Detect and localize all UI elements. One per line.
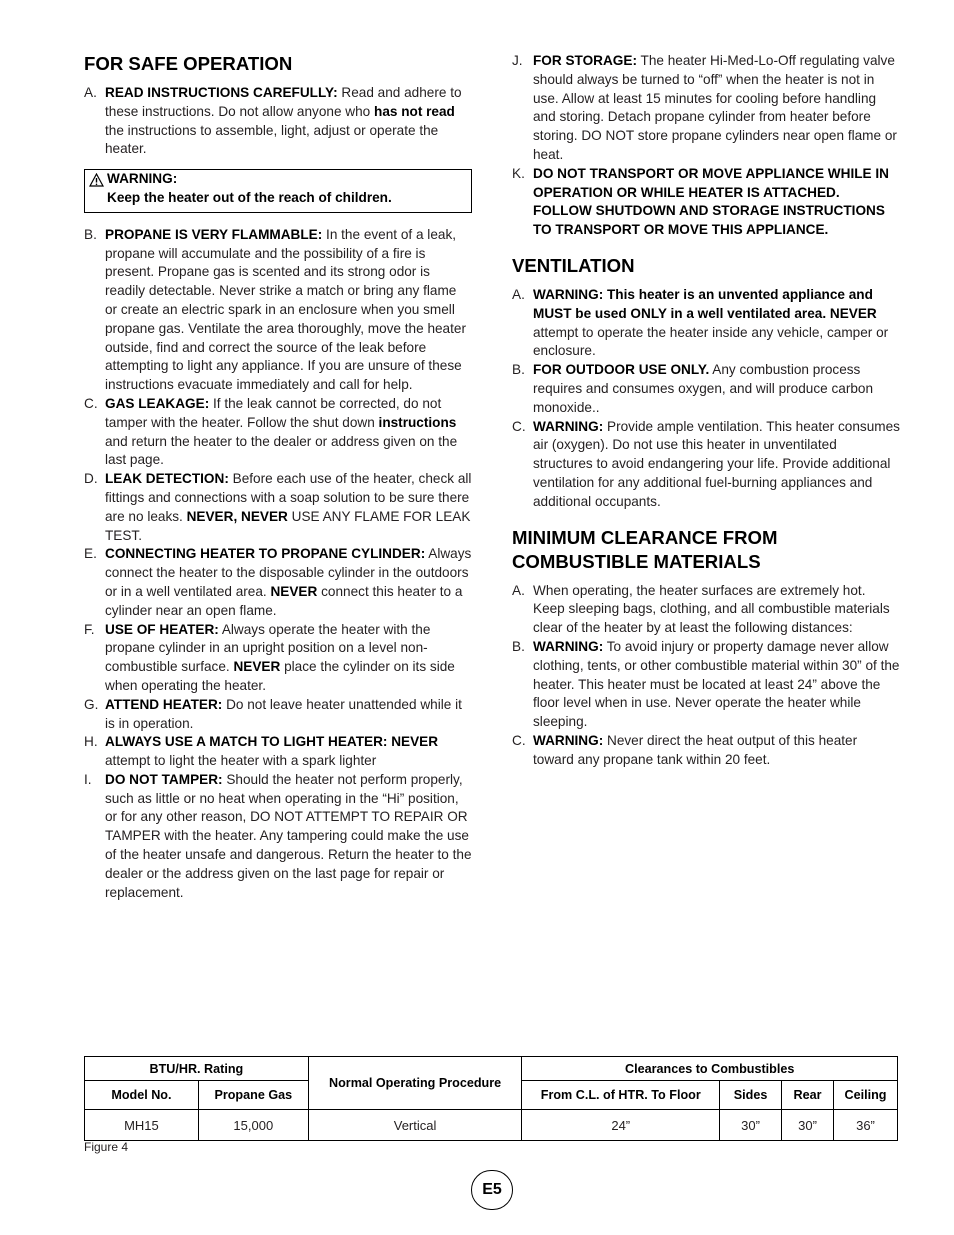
item-letter: F. [84, 621, 95, 637]
item-heading: USE OF HEATER: [105, 621, 219, 637]
item-heading: WARNING: [533, 638, 604, 654]
item-heading: CONNECTING HEATER TO PROPANE CYLINDER: [105, 546, 426, 562]
item-emphasis: NEVER [829, 305, 877, 321]
item-text [533, 361, 900, 417]
list-item [512, 732, 900, 770]
item-heading: LEAK DETECTION: [105, 471, 229, 487]
item-emphasis: NEVER [233, 659, 281, 675]
item-emphasis: has not read [374, 103, 455, 119]
item-body: Should the heater not perform properly, such as little or no heat when operating in the “Hi” position, or for any other reason, DO NOT ATTEMPT TO REPAIR OR TAMPER with the heater. Any tampering could make the use of the heater unsafe and dangerous. Return the heater to the dealer or the address given on the last page for repair or replacement. [105, 771, 472, 900]
list-item [84, 733, 472, 771]
item-body-cont: connect this heater to a cylinder near an open flame. [105, 583, 463, 618]
item-letter: D. [84, 471, 98, 487]
item-letter: G. [84, 696, 99, 712]
item-letter: C. [512, 732, 526, 748]
list-item [84, 621, 472, 696]
item-body: Any combustion process requires and consumes oxygen, and will produce carbon monoxide.. [533, 362, 874, 415]
item-emphasis: instructions [378, 414, 457, 430]
header-clearances: Clearances to Combustibles [522, 1057, 898, 1081]
list-item [84, 226, 472, 395]
table-header-row [85, 1057, 898, 1081]
item-letter: I. [84, 771, 92, 787]
item-body-cont: USE ANY FLAME FOR LEAK TEST. [105, 508, 471, 543]
figure-caption: Figure 4 [84, 1140, 129, 1154]
header-model: Model No. [85, 1081, 199, 1110]
table-row [85, 1110, 898, 1141]
cell-model: MH15 [85, 1110, 199, 1141]
section-title-ventilation: VENTILATION [512, 254, 635, 276]
list-item [512, 361, 900, 417]
item-letter: C. [512, 418, 526, 434]
item-letter: E. [84, 546, 97, 562]
warning-box [84, 169, 472, 213]
item-emphasis: NEVER [270, 583, 318, 599]
item-body-cont: the instructions to assemble, light, adjust or operate the heater. [105, 122, 439, 157]
header-rear: Rear [782, 1081, 834, 1110]
item-letter: A. [84, 85, 97, 100]
item-text [105, 545, 472, 620]
item-heading: GAS LEAKAGE: [105, 395, 210, 411]
cell-propane: 15,000 [198, 1110, 308, 1141]
list-item [512, 418, 900, 512]
item-text [105, 226, 472, 395]
header-procedure: Normal Operating Procedure [308, 1057, 522, 1110]
item-text [105, 771, 472, 903]
item-body-cont: attempt to operate the heater inside any vehicle, camper or enclosure. [533, 324, 889, 359]
right-column [512, 52, 900, 770]
item-heading: WARNING: [533, 418, 604, 434]
list-item [84, 771, 472, 903]
item-text [105, 470, 472, 545]
section-title-safe-operation: FOR SAFE OPERATION [84, 53, 293, 74]
warning-label: WARNING: [107, 171, 178, 187]
item-heading: READ INSTRUCTIONS CAREFULLY: [105, 85, 338, 100]
item-text [105, 84, 472, 159]
item-body: Always operate the heater with the propane cylinder in an upright position on a level non-combustible surface. [105, 621, 431, 675]
item-text [533, 52, 900, 165]
list-item [84, 696, 472, 734]
list-item [84, 470, 472, 545]
item-body: The heater Hi-Med-Lo-Off regulating valve should always be turned to “off” when the heater is not in use. Allow at least 15 minutes for cooling before handling and storing. Detach propane cylinder from heater before storing. DO NOT store propane cylinders near open flame or heat. [533, 53, 897, 162]
item-text [105, 395, 472, 470]
item-body-cont: and return the heater to the dealer or address given on the last page. [105, 433, 458, 468]
item-letter: B. [512, 638, 525, 654]
item-body: attempt to light the heater with a spark lighter [105, 753, 377, 769]
item-body: Provide ample ventilation. This heater consumes air (oxygen). Do not use this heater in unventilated structures to avoid endangering your life. Provide additional ventilation for any additional fuel-burning appliances and additional occupants. [533, 418, 900, 509]
list-item [512, 165, 900, 240]
item-heading: DO NOT TRANSPORT OR MOVE APPLIANCE WHILE IN OPERATION OR WHILE HEATER IS ATTACHED. FOLLOW SHUTDOWN AND STORAGE INSTRUCTIONS TO TRANSPORT OR MOVE THIS APPLIANCE. [533, 165, 889, 238]
item-letter: J. [512, 53, 523, 68]
list-item [512, 582, 900, 638]
item-text [105, 733, 472, 771]
clearance-table [84, 1056, 898, 1141]
cell-rear: 30” [782, 1110, 834, 1141]
list-item [512, 638, 900, 732]
item-heading: FOR STORAGE: [533, 53, 637, 68]
item-letter: H. [84, 734, 98, 750]
item-body: To avoid injury or property damage never allow clothing, tents, or other combustible material within 30” of the heater. This heater must be located at least 24” above the floor level when in use. Never operate the heater while sleeping. [533, 638, 900, 730]
item-text [533, 165, 900, 240]
item-heading: PROPANE IS VERY FLAMMABLE: [105, 226, 323, 242]
item-text [105, 696, 472, 734]
item-letter: C. [84, 395, 98, 411]
item-heading: FOR OUTDOOR USE ONLY. [533, 362, 710, 378]
item-body: Always connect the heater to the disposable cylinder in the outdoors or in a well ventilated area. [105, 546, 472, 599]
header-btu-rating: BTU/HR. Rating [85, 1057, 309, 1081]
cell-sides: 30” [720, 1110, 782, 1141]
list-item [84, 84, 472, 159]
header-ceiling: Ceiling [833, 1081, 897, 1110]
cell-ceiling: 36” [833, 1110, 897, 1141]
item-body: If the leak cannot be corrected, do not tamper with the heater. Follow the shut down [105, 395, 442, 430]
item-body: Do not leave heater unattended while it is in operation. [105, 696, 462, 731]
item-heading: DO NOT TAMPER: [105, 771, 223, 787]
item-letter: K. [512, 165, 525, 181]
item-body: Before each use of the heater, check all fittings and connections with a soap solution to be sure there are no leaks. [105, 471, 472, 524]
item-emphasis: NEVER, NEVER [186, 508, 288, 524]
item-heading: ATTEND HEATER: [105, 696, 223, 712]
header-sides: Sides [720, 1081, 782, 1110]
section-title-clearance: MINIMUM CLEARANCE FROM COMBUSTIBLE MATERIALS [512, 526, 778, 572]
list-item [84, 395, 472, 470]
item-letter: A. [512, 286, 525, 302]
item-letter: B. [512, 362, 525, 378]
item-text [533, 286, 900, 361]
item-body-cont: place the cylinder on its side when operating the heater. [105, 659, 455, 693]
page-number: E5 [471, 1170, 513, 1210]
list-item [512, 286, 900, 361]
item-body: Never direct the heat output of this heater toward any propane tank within 20 feet. [533, 732, 858, 767]
item-body: In the event of a leak, propane will accumulate and the possibility of a fire is present. Propane gas is scented and its strong odor is readily detectable. Never strike a match or bring any flame or create an electric spark in an enclosure when you smell propane gas. Ventilate the area thoroughly, move the heater outside, find and correct the source of the leak before attempting to light any appliance. If you are unsure of these instructions evacuate immediately and call for help. [105, 226, 466, 393]
item-heading: ALWAYS USE A MATCH TO LIGHT HEATER: NEVER [105, 734, 439, 750]
list-item [512, 52, 900, 165]
cell-procedure: Vertical [308, 1110, 522, 1141]
warning-text: Keep the heater out of the reach of children. [107, 189, 392, 205]
left-column [84, 52, 472, 902]
item-text [533, 418, 900, 512]
warning-triangle-icon [89, 173, 104, 187]
item-text [533, 732, 900, 770]
header-propane: Propane Gas [198, 1081, 308, 1110]
item-letter: B. [84, 226, 97, 242]
list-item [84, 545, 472, 620]
item-body: Read and adhere to these instructions. Do not allow anyone who [105, 85, 462, 119]
item-text [105, 621, 472, 696]
item-letter: A. [512, 582, 525, 598]
cell-floor: 24” [522, 1110, 720, 1141]
item-body: When operating, the heater surfaces are extremely hot. Keep sleeping bags, clothing, and all combustible materials clear of the heater by at least the following distances: [533, 582, 890, 636]
item-text [533, 582, 900, 638]
item-text [533, 638, 900, 732]
item-heading: WARNING: [533, 732, 604, 748]
item-heading: WARNING: This heater is an unvented appliance and MUST be used ONLY in a well ventilated area. [533, 286, 873, 321]
header-floor: From C.L. of HTR. To Floor [522, 1081, 720, 1110]
